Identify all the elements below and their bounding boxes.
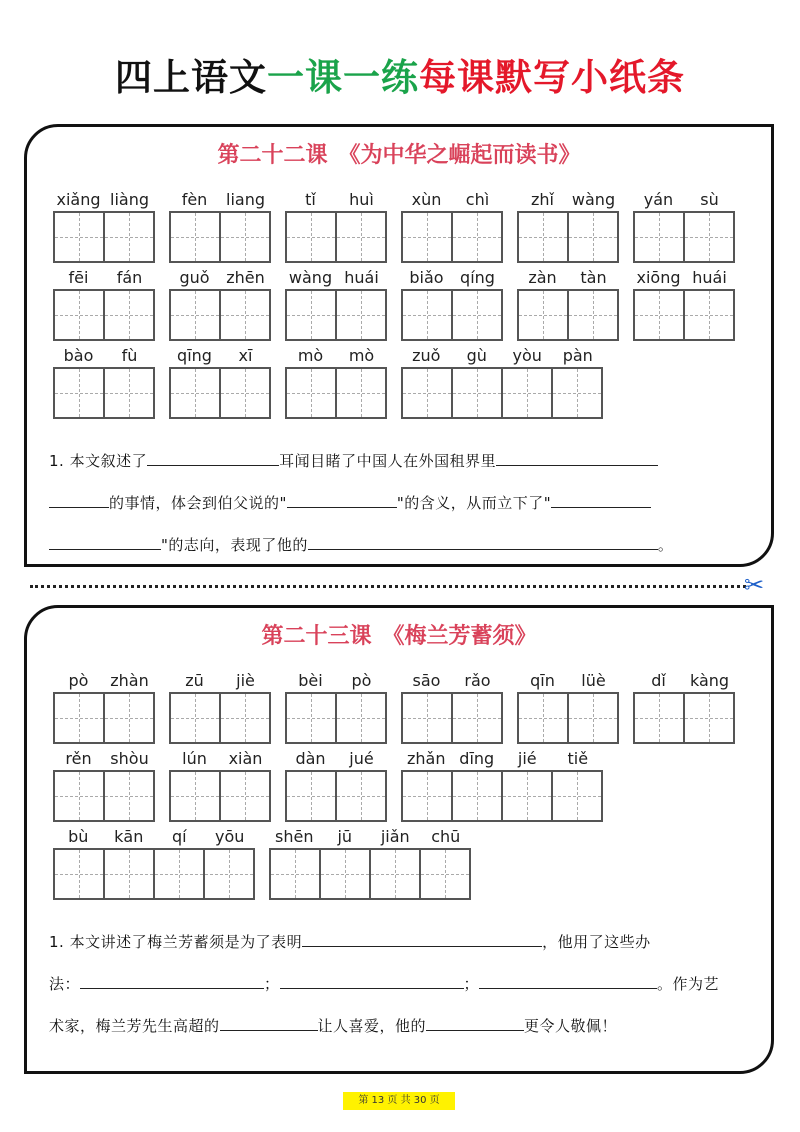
- writing-cell[interactable]: [169, 770, 221, 822]
- title-part-3: 每课默写小纸条: [419, 56, 685, 99]
- writing-cell[interactable]: [269, 848, 321, 900]
- writing-cell[interactable]: [335, 692, 387, 744]
- writing-cell[interactable]: [451, 692, 503, 744]
- writing-cell[interactable]: [567, 692, 619, 744]
- pinyin-label: qí: [171, 827, 187, 846]
- pinyin-label: bào: [63, 346, 94, 365]
- writing-cell[interactable]: [53, 211, 105, 263]
- writing-cell[interactable]: [103, 289, 155, 341]
- writing-cell[interactable]: [103, 211, 155, 263]
- answer-blank[interactable]: [220, 1014, 318, 1031]
- word-group: [53, 267, 155, 341]
- word-group: [285, 670, 387, 744]
- writing-cell[interactable]: [551, 770, 603, 822]
- word-group: [517, 670, 619, 744]
- word-group: [517, 267, 619, 341]
- pinyin-label: gù: [466, 346, 487, 365]
- page-title: [0, 52, 800, 104]
- answer-blank[interactable]: [147, 449, 279, 466]
- word-group: [401, 345, 603, 419]
- writing-cell[interactable]: [401, 211, 453, 263]
- writing-cell[interactable]: [219, 211, 271, 263]
- pinyin-label: huái: [692, 268, 727, 287]
- writing-cell[interactable]: [419, 848, 471, 900]
- pinyin-label: xī: [238, 346, 253, 365]
- writing-cell[interactable]: [103, 367, 155, 419]
- pinyin-label: qīn: [530, 671, 555, 690]
- word-group: [53, 826, 255, 900]
- word-group: [285, 267, 387, 341]
- writing-cell[interactable]: [517, 211, 569, 263]
- pinyin-label: jiè: [236, 671, 255, 690]
- writing-cell[interactable]: [285, 692, 337, 744]
- pinyin-label: qíng: [460, 268, 495, 287]
- pinyin-label: shēn: [275, 827, 314, 846]
- lesson-22-card: [24, 124, 774, 567]
- word-group: [169, 189, 271, 263]
- word-group: [169, 267, 271, 341]
- writing-cell[interactable]: [53, 770, 105, 822]
- lesson-22-heading: 第二十二课 《为中华之崛起而读书》: [217, 143, 581, 168]
- q1-text: 1. 本文讲述了梅兰芳蓄须是为了表明: [49, 933, 303, 951]
- writing-cell[interactable]: [517, 692, 569, 744]
- q1-text: ；: [264, 975, 280, 993]
- pinyin-label: xiǎng: [56, 190, 101, 209]
- q1-text: 的事情，体会到伯父说的": [109, 494, 287, 512]
- writing-cell[interactable]: [683, 692, 735, 744]
- writing-cell[interactable]: [335, 367, 387, 419]
- writing-cell[interactable]: [633, 692, 685, 744]
- pinyin-label: jiǎn: [380, 827, 410, 846]
- word-group: [169, 345, 271, 419]
- writing-cell[interactable]: [219, 770, 271, 822]
- writing-cell[interactable]: [335, 770, 387, 822]
- word-group: [285, 748, 387, 822]
- pinyin-label: qīng: [177, 346, 212, 365]
- writing-cell[interactable]: [683, 289, 735, 341]
- writing-cell[interactable]: [203, 848, 255, 900]
- pinyin-label: guǒ: [179, 268, 210, 287]
- pinyin-label: sù: [700, 190, 719, 209]
- answer-blank[interactable]: [80, 972, 264, 989]
- pinyin-label: jū: [337, 827, 353, 846]
- pinyin-label: fèn: [181, 190, 208, 209]
- q1-text: 法：: [49, 975, 81, 993]
- writing-cell[interactable]: [451, 770, 503, 822]
- writing-cell[interactable]: [683, 211, 735, 263]
- pinyin-label: xùn: [411, 190, 442, 209]
- pinyin-label: pò: [351, 671, 372, 690]
- writing-cell[interactable]: [501, 367, 553, 419]
- writing-cell[interactable]: [551, 367, 603, 419]
- writing-cell[interactable]: [103, 692, 155, 744]
- writing-cell[interactable]: [53, 848, 105, 900]
- q1-text: ；: [463, 975, 480, 993]
- pinyin-label: pò: [68, 671, 89, 690]
- pinyin-label: rǎo: [464, 671, 491, 690]
- word-group: [53, 189, 155, 263]
- answer-blank[interactable]: [479, 972, 657, 989]
- writing-cell[interactable]: [285, 289, 337, 341]
- word-group: [53, 345, 155, 419]
- q1-text: 让人喜爱，他的: [317, 1017, 427, 1035]
- pinyin-label: lún: [182, 749, 207, 768]
- q1-text: 耳闻目睹了中国人在外国租界里: [279, 452, 497, 470]
- word-group: [633, 267, 735, 341]
- pinyin-label: huái: [344, 268, 379, 287]
- pinyin-label: dīng: [459, 749, 495, 768]
- answer-blank[interactable]: [49, 491, 109, 508]
- cut-line: [30, 585, 746, 588]
- writing-cell[interactable]: [501, 770, 553, 822]
- writing-cell[interactable]: [219, 367, 271, 419]
- writing-cell[interactable]: [103, 848, 155, 900]
- word-group: [169, 748, 271, 822]
- answer-blank[interactable]: [308, 533, 658, 550]
- pinyin-label: zàn: [528, 268, 557, 287]
- writing-cell[interactable]: [451, 211, 503, 263]
- pinyin-label: liàng: [110, 190, 149, 209]
- pinyin-label: liang: [226, 190, 265, 209]
- pinyin-label: bèi: [298, 671, 323, 690]
- answer-blank[interactable]: [287, 491, 397, 508]
- word-group: [401, 670, 503, 744]
- pinyin-label: yán: [643, 190, 674, 209]
- q1-text: "的志向，表现了他的: [161, 536, 308, 554]
- word-group: [401, 189, 503, 263]
- pinyin-label: chū: [431, 827, 461, 846]
- writing-cell[interactable]: [103, 770, 155, 822]
- writing-cell[interactable]: [319, 848, 371, 900]
- q1-text: 术家，梅兰芳先生高超的: [49, 1017, 220, 1035]
- pinyin-label: biǎo: [409, 268, 444, 287]
- pinyin-label: wàng: [288, 268, 333, 287]
- writing-cell[interactable]: [219, 289, 271, 341]
- word-group: [53, 670, 155, 744]
- writing-cell[interactable]: [369, 848, 421, 900]
- pinyin-label: fēi: [68, 268, 89, 287]
- q1-text: 更令人敬佩！: [524, 1017, 618, 1035]
- pinyin-label: zhēn: [226, 268, 265, 287]
- pinyin-label: dàn: [295, 749, 326, 768]
- title-part-2: 一课一练: [267, 56, 419, 99]
- word-group: [633, 670, 735, 744]
- pinyin-label: wàng: [571, 190, 616, 209]
- pinyin-label: zhàn: [110, 671, 149, 690]
- writing-cell[interactable]: [285, 367, 337, 419]
- pinyin-label: tàn: [580, 268, 607, 287]
- writing-cell[interactable]: [401, 770, 453, 822]
- answer-blank[interactable]: [49, 533, 161, 550]
- writing-cell[interactable]: [169, 289, 221, 341]
- lesson-23-heading: 第二十三课 《梅兰芳蓄须》: [261, 624, 537, 649]
- q1-text: 1. 本文叙述了: [49, 452, 148, 470]
- answer-blank[interactable]: [426, 1014, 524, 1031]
- writing-cell[interactable]: [451, 289, 503, 341]
- lesson-23-card: [24, 605, 774, 1074]
- word-group: [633, 189, 735, 263]
- pinyin-label: mò: [297, 346, 324, 365]
- writing-cell[interactable]: [633, 211, 685, 263]
- q1-text: ，他用了这些办: [542, 933, 651, 951]
- writing-cell[interactable]: [335, 211, 387, 263]
- pinyin-label: dǐ: [651, 671, 666, 690]
- pinyin-label: pàn: [562, 346, 593, 365]
- pinyin-label: kān: [114, 827, 144, 846]
- word-group: [53, 748, 155, 822]
- pinyin-label: jué: [349, 749, 374, 768]
- pinyin-label: yòu: [512, 346, 542, 365]
- pinyin-label: xiōng: [636, 268, 681, 287]
- writing-cell[interactable]: [401, 692, 453, 744]
- q1-text: 。: [657, 536, 674, 554]
- word-group: [269, 826, 471, 900]
- writing-cell[interactable]: [169, 367, 221, 419]
- word-group: [401, 267, 503, 341]
- pinyin-label: shòu: [110, 749, 149, 768]
- pinyin-label: tiě: [567, 749, 589, 768]
- writing-cell[interactable]: [335, 289, 387, 341]
- writing-cell[interactable]: [401, 289, 453, 341]
- answer-blank[interactable]: [280, 972, 464, 989]
- writing-cell[interactable]: [219, 692, 271, 744]
- pinyin-label: kàng: [689, 671, 730, 690]
- pinyin-label: fán: [116, 268, 143, 287]
- pinyin-label: zū: [185, 671, 204, 690]
- title-part-1: 四上语文: [115, 56, 267, 99]
- writing-cell[interactable]: [153, 848, 205, 900]
- word-group: [401, 748, 603, 822]
- answer-blank[interactable]: [496, 449, 658, 466]
- writing-cell[interactable]: [633, 289, 685, 341]
- pinyin-label: jié: [517, 749, 537, 768]
- pinyin-label: zhǎn: [407, 749, 446, 768]
- answer-blank[interactable]: [551, 491, 651, 508]
- writing-cell[interactable]: [517, 289, 569, 341]
- writing-cell[interactable]: [567, 211, 619, 263]
- writing-cell[interactable]: [285, 770, 337, 822]
- pinyin-label: lüè: [581, 671, 606, 690]
- page-footer: 第 13 页 共 30 页: [343, 1092, 455, 1110]
- pinyin-label: fù: [121, 346, 138, 365]
- pinyin-label: tǐ: [305, 190, 316, 209]
- pinyin-label: chì: [465, 190, 490, 209]
- writing-cell[interactable]: [53, 289, 105, 341]
- scissors-icon: ✂: [744, 571, 765, 599]
- writing-cell[interactable]: [451, 367, 503, 419]
- pinyin-label: zuǒ: [412, 346, 441, 365]
- q1-text: "的含义，从而立下了": [396, 494, 552, 512]
- word-group: [517, 189, 619, 263]
- word-group: [285, 189, 387, 263]
- writing-cell[interactable]: [169, 692, 221, 744]
- q1-text: 。作为艺: [657, 975, 720, 993]
- writing-cell[interactable]: [53, 367, 105, 419]
- word-group: [169, 670, 271, 744]
- writing-cell[interactable]: [169, 211, 221, 263]
- writing-cell[interactable]: [567, 289, 619, 341]
- answer-blank[interactable]: [302, 930, 542, 947]
- pinyin-label: sāo: [412, 671, 441, 690]
- pinyin-label: huì: [349, 190, 374, 209]
- pinyin-label: bù: [68, 827, 89, 846]
- pinyin-label: yōu: [215, 827, 245, 846]
- pinyin-label: zhǐ: [531, 190, 554, 209]
- pinyin-label: mò: [348, 346, 375, 365]
- writing-cell[interactable]: [401, 367, 453, 419]
- pinyin-label: xiàn: [228, 749, 263, 768]
- pinyin-label: rěn: [65, 749, 92, 768]
- writing-cell[interactable]: [285, 211, 337, 263]
- writing-cell[interactable]: [53, 692, 105, 744]
- word-group: [285, 345, 387, 419]
